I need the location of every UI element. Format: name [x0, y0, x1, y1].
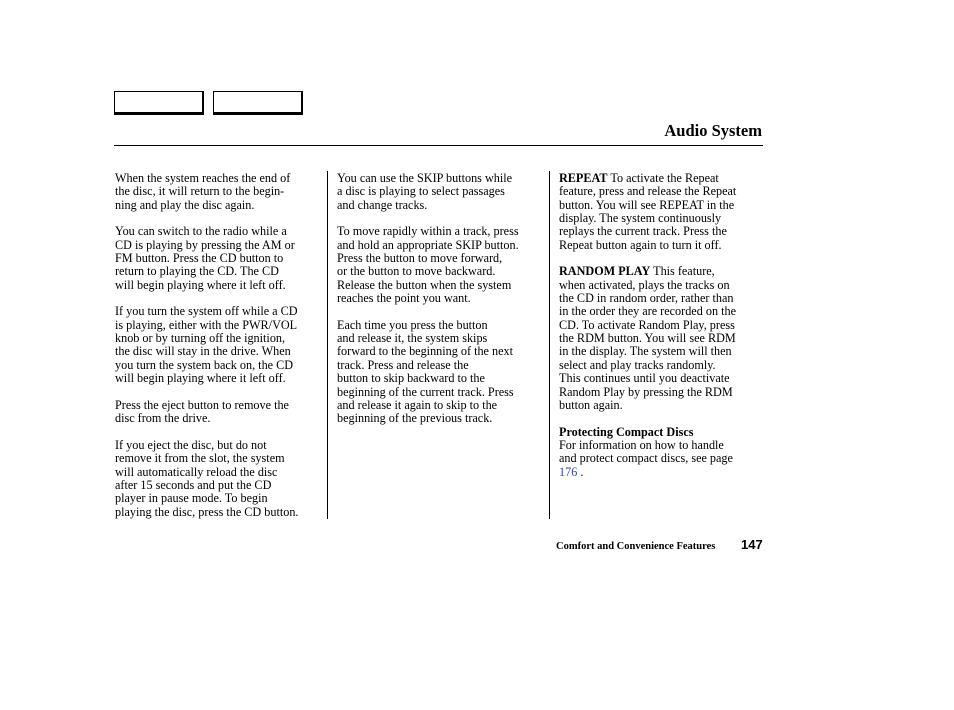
column-divider-1 — [327, 171, 328, 519]
title-divider — [114, 145, 763, 146]
repeat-text: To activate the Repeat feature, press and release the Repeat button. You will see REPEAT in the display. The system continuously replays the current track. Press the Repeat button again to turn it off. — [559, 171, 737, 252]
paragraph-system-off: If you turn the system off while a CD is playing, either with the PWR/VOL knob or by turning off the ignition, the disc will stay in the drive. When you turn the system back on, the CD will begin playing where it left off. — [115, 304, 298, 386]
paragraph-move-rapidly: To move rapidly within a track, press and hold an appropriate SKIP button. Press the button to move forward, or the button to move backward. Release the button when the system reaches the point you want. — [337, 224, 519, 306]
section-protecting-discs — [559, 426, 765, 479]
column-2 — [337, 172, 545, 426]
protecting-discs-end: . — [577, 464, 584, 479]
paragraph-auto-reload: If you eject the disc, but do not remove it from the slot, the system will automatically reload the disc after 15 seconds and put the CD player in pause mode. To begin playing the disc, press the CD button. — [115, 437, 299, 519]
column-3 — [559, 172, 765, 479]
protecting-discs-text: For information on how to handle and protect compact discs, see page — [559, 437, 733, 466]
section-random-play — [559, 265, 765, 412]
paragraph-skip-buttons: You can use the SKIP buttons while a disc is playing to select passages and change tracks. — [337, 171, 513, 212]
page-176-link[interactable]: 176 — [559, 464, 578, 479]
paragraph-eject: Press the eject button to remove the disc from the drive. — [115, 397, 289, 426]
footer-section-label: Comfort and Convenience Features — [556, 541, 716, 552]
paragraph-skip-tracks: Each time you press the button and release it, the system skips forward to the beginning of the next track. Press and release the button to skip backward to the beginning of the current track. Press and release it again to skip to the beginning of the previous track. — [337, 317, 514, 426]
random-play-text: This feature, when activated, plays the tracks on the CD in random order, rather than in the order they are recorded on the CD. To activate Random Play, press the RDM button. You will see RDM in the display. The system will then select and play tracks randomly. This continues until you deactivate Random Play by pressing the RDM button again. — [559, 264, 736, 412]
section-repeat — [559, 172, 765, 252]
column-divider-2 — [549, 171, 550, 519]
page-number: 147 — [741, 537, 763, 552]
random-play-heading: RANDOM PLAY — [559, 264, 651, 279]
column-1 — [115, 172, 327, 519]
paragraph-switch-radio: You can switch to the radio while a CD is playing by pressing the AM or FM button. Press the CD button to return to playing the CD. The CD will begin playing where it left off. — [115, 224, 295, 292]
page-title: Audio System — [664, 121, 762, 140]
nav-tab-1[interactable] — [114, 91, 204, 115]
repeat-heading: REPEAT — [559, 171, 608, 185]
protecting-discs-heading: Protecting Compact Discs — [559, 424, 694, 439]
paragraph-end-of-disc: When the system reaches the end of the disc, it will return to the begin- ning and play the disc again. — [115, 171, 291, 212]
nav-tab-2[interactable] — [213, 91, 303, 115]
